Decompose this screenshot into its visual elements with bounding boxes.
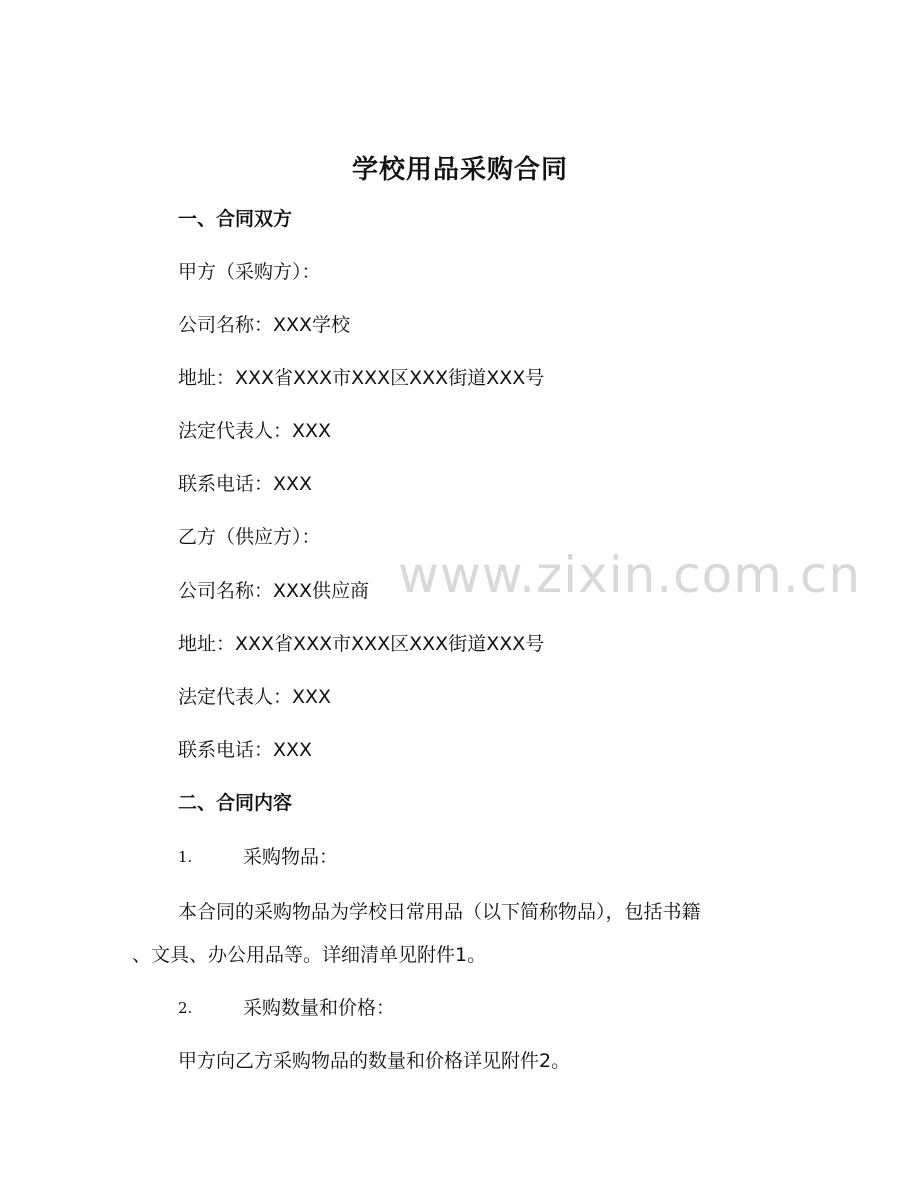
item1-body-line2: 、文具、办公用品等。详细清单见附件1。 [132, 944, 487, 966]
watermark: www.zixin.com.cn [398, 546, 862, 604]
item2-title: 采购数量和价格： [243, 997, 396, 1019]
party-b-address: 地址：XXX省XXX市XXX区XXX街道XXX号 [178, 633, 545, 655]
party-b-label: 乙方（供应方）： [178, 526, 321, 548]
party-b-company: 公司名称：XXX供应商 [178, 580, 370, 602]
party-a-address: 地址：XXX省XXX市XXX区XXX街道XXX号 [178, 367, 545, 389]
item2-number: 2. [178, 999, 193, 1017]
party-b-representative: 法定代表人：XXX [178, 686, 332, 708]
party-a-phone: 联系电话：XXX [178, 473, 313, 495]
item1-number: 1. [178, 848, 193, 866]
section2-heading: 二、合同内容 [178, 792, 293, 814]
party-a-company: 公司名称：XXX学校 [178, 314, 351, 336]
document-title: 学校用品采购合同 [351, 155, 568, 185]
item2-body-line1: 甲方向乙方采购物品的数量和价格详见附件2。 [178, 1050, 571, 1072]
item1-body-line1: 本合同的采购物品为学校日常用品（以下简称物品），包括书籍 [178, 901, 701, 923]
section1-heading: 一、合同双方 [178, 208, 293, 230]
party-a-representative: 法定代表人：XXX [178, 420, 332, 442]
party-a-label: 甲方（采购方）： [178, 261, 321, 283]
party-b-phone: 联系电话：XXX [178, 739, 313, 761]
item1-title: 采购物品： [243, 846, 339, 868]
